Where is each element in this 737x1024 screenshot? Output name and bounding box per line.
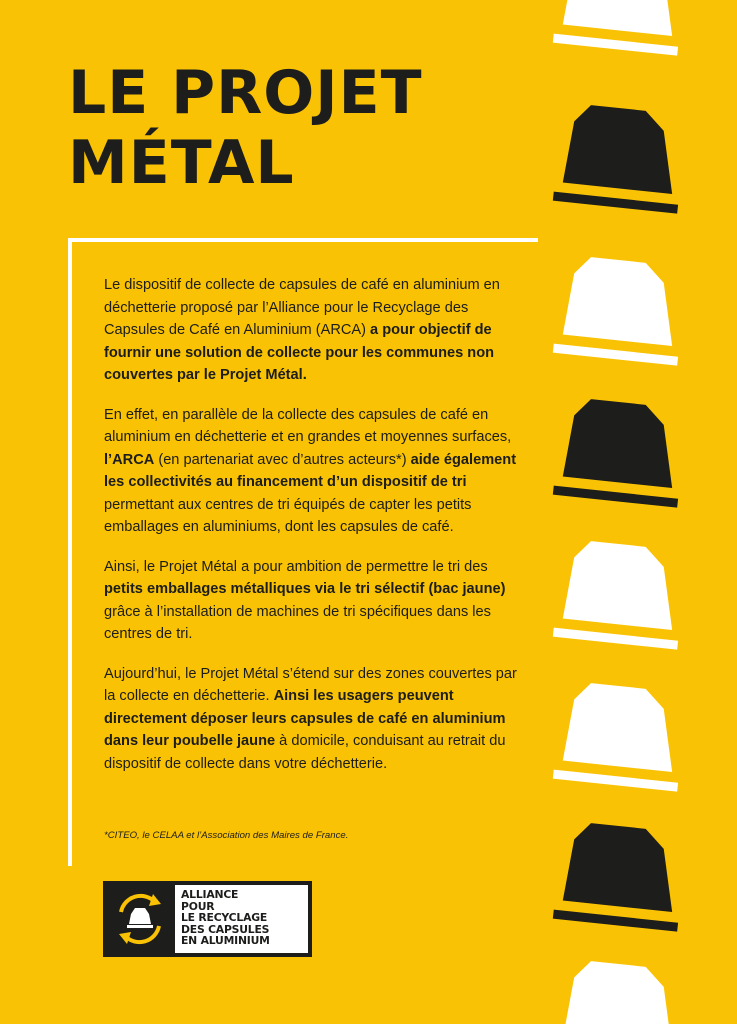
text-run: Aujourd’hui, le Projet Métal s’étend sur des zones couvertes par la collecte en déchetterie.: [104, 665, 517, 704]
logo-line: EN ALUMINIUM: [181, 934, 270, 948]
capsule-icon: [553, 396, 688, 508]
text-run-bold: Ainsi les usagers peuvent directement déposer leurs capsules de café en aluminium dans leur poubelle jaune: [104, 688, 506, 749]
capsule-icon: [553, 680, 688, 792]
logo-wordmark: [175, 885, 308, 953]
paragraph-1: [104, 274, 524, 387]
frame-left-border: [68, 238, 72, 866]
text-run: (en partenariat avec d’autres acteurs*): [154, 451, 411, 468]
paragraph-2: [104, 404, 524, 539]
logo-line: ALLIANCE: [181, 888, 239, 901]
capsule-icon: [553, 254, 688, 366]
paragraph-4: [104, 663, 524, 776]
text-run: En effet, en parallèle de la collecte des capsules de café en aluminium en déchetterie et en grandes et moyennes surfaces,: [104, 406, 512, 445]
title-line-2: MÉTAL: [68, 128, 295, 198]
capsule-icon: [553, 820, 688, 932]
body-text: [104, 274, 524, 792]
capsule-icon: [553, 958, 688, 1024]
capsule-decoration: [535, 0, 737, 1024]
paragraph-3: [104, 556, 524, 646]
recycling-capsule-icon: [109, 888, 171, 950]
text-run: grâce à l’installation de machines de tri spécifiques dans les centres de tri.: [104, 603, 491, 642]
text-run: permettant aux centres de tri équipés de capter les petits emballages en aluminiums, dont les capsules de café.: [104, 496, 472, 535]
title-line-1: LE PROJET: [68, 58, 423, 128]
arca-logo: [103, 881, 312, 957]
footnote: *CITEO, le CELAA et l’Association des Maires de France.: [104, 830, 349, 841]
text-run-bold: petits emballages métalliques via le tri sélectif (bac jaune): [104, 581, 506, 597]
text-run: à domicile, conduisant au retrait du dispositif de collecte dans votre déchetterie.: [104, 733, 506, 772]
frame-top-border: [68, 238, 538, 242]
text-run-bold: a pour objectif de fournir une solution de collecte pour les communes non couvertes par le Projet Métal.: [104, 322, 495, 383]
capsule-icon: [553, 538, 688, 650]
logo-line: POUR: [181, 899, 215, 913]
text-run: Ainsi, le Projet Métal a pour ambition de permettre le tri des: [104, 558, 488, 575]
logo-line: DES CAPSULES: [181, 922, 270, 936]
capsule-icon: [553, 0, 688, 56]
capsule-icon: [553, 102, 688, 214]
text-run-bold: l’ARCA: [104, 451, 155, 468]
page-title: [68, 58, 423, 198]
text-run-bold: aide également les collectivités au financement d’un dispositif de tri: [104, 451, 517, 490]
text-run: Le dispositif de collecte de capsules de café en aluminium en déchetterie proposé par l’Alliance pour le Recyclage des Capsules de Café en Aluminium (ARCA): [104, 277, 500, 338]
logo-line: LE RECYCLAGE: [181, 911, 268, 925]
